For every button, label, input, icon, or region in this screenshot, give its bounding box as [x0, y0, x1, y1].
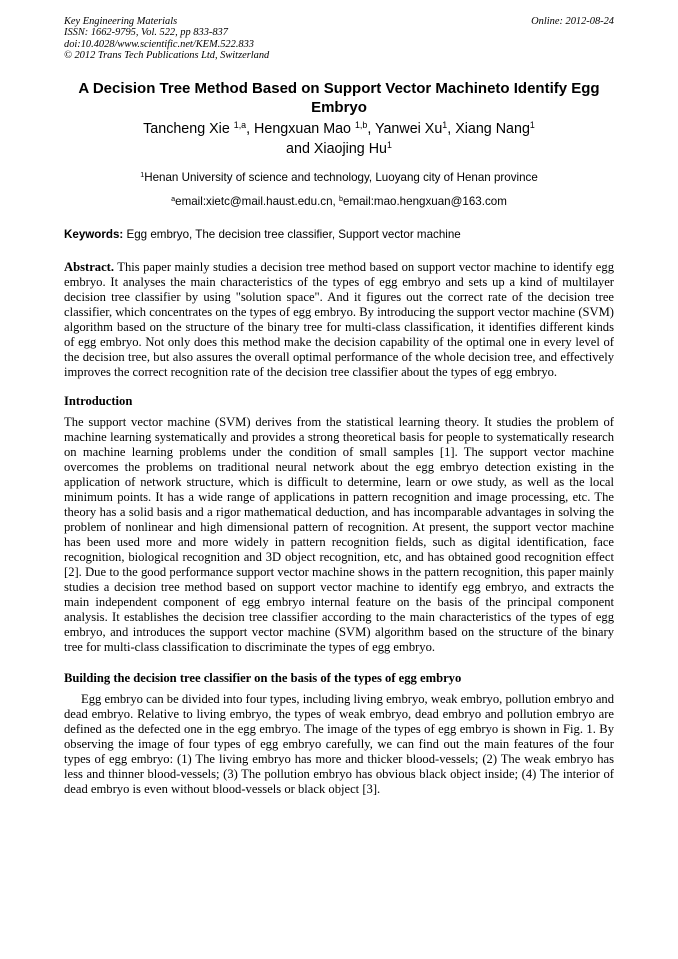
author-affiliation-mark: 1 — [529, 119, 535, 130]
author-name: Xiang Nang — [455, 120, 530, 137]
author-name: Hengxuan Mao — [254, 120, 355, 137]
journal-name: Key Engineering Materials — [64, 16, 178, 27]
doi-line: doi:10.4028/www.scientific.net/KEM.522.833 — [64, 38, 254, 50]
paper-page — [64, 16, 614, 797]
author-affiliation-mark: 1,b — [354, 119, 368, 130]
copyright-line: © 2012 Trans Tech Publications Ltd, Switzerland — [64, 50, 270, 62]
keywords — [64, 228, 614, 242]
author-separator: , — [367, 120, 375, 137]
introduction-paragraph: The support vector machine (SVM) derives from the statistical learning theory. It studies the problem of machine learning systematically and provides a strong theoretical basis for people to systematically research on machine learning problems under the condition of small samples [1]. The support vector machine overcomes the problems on traditional neural network about the egg embryo detection existing in the application of network structure, which is difficult to determine, learn or owe study, as well as the local minimum points. It has a wide range of applications in pattern recognition and image processing, etc. The theory has a solid basis and a rigor mathematical deduction, and has incomparable advantages in solving the problem of nonlinear and high dimensional pattern of recognition. At present, the support vector machine has been used more and more widely in pattern recognition fields, such as digital identification, face recognition, biological recognition and 3D object recognition, etc, and has obtained good recognition effect [2]. Due to the good performance support vector machine shows in the pattern recognition, this paper mainly studies a decision tree method based on support vector machine to identify egg embryo, and extracts the main independent component of egg embryo internal feature on the basis of the principal component analysis. It establishes the decision tree classifier according to the main characteristics of the types of egg embryo, and introduces the support vector machine (SVM) algorithm based on the structure of the binary tree for multi-class classification to discriminate the types of egg embryo. — [64, 414, 614, 654]
section-heading-building: Building the decision tree classifier on the basis of the types of egg embryo — [64, 670, 462, 685]
affiliation — [64, 171, 614, 186]
keywords-text: Egg embryo, The decision tree classifier, Support vector machine — [123, 227, 461, 241]
issn-line: ISSN: 1662-9795, Vol. 522, pp 833-837 — [64, 27, 228, 39]
affiliation-mark: 1 — [140, 169, 145, 179]
email-address: email:xietc@mail.haust.edu.cn, — [175, 194, 339, 208]
section-heading-introduction: Introduction — [64, 393, 133, 408]
author-affiliation-mark: 1 — [442, 119, 448, 130]
author-affiliation-mark: 1,a — [233, 119, 247, 130]
email-mark: b — [338, 193, 343, 203]
email-address: email:mao.hengxuan@163.com — [342, 194, 507, 208]
author-name: and Xiaojing Hu — [286, 140, 387, 157]
author-name: Tancheng Xie — [143, 120, 234, 137]
journal-header — [64, 16, 614, 62]
online-date: Online: 2012-08-24 — [531, 16, 614, 27]
paper-title: A Decision Tree Method Based on Support Vector Machineto Identify Egg Embryo — [78, 79, 600, 116]
abstract — [64, 260, 614, 380]
email-line — [64, 195, 614, 210]
email-mark: a — [171, 193, 176, 203]
author-name: Yanwei Xu — [375, 120, 443, 137]
abstract-text: This paper mainly studies a decision tree method based on support vector machine to identify egg embryo. It analyses the main characteristics of the types of egg embryo and sets up a kind of multilayer decision tree classifier by using "solution space". And it figures out the correct rate of the decision tree classifier, which concentrates on the types of egg embryo. By introducing the support vector machine (SVM) algorithm based on the structure of the binary tree for multi-class classification, it identifies different kinds of egg embryo. Not only does this method make the decision capability of the optimal one in every level of the decision tree, but also assures the overall optimal performance of the whole decision tree, and effectively improves the correct recognition rate of the decision tree classifier about the types of egg embryo. — [64, 259, 614, 379]
author-affiliation-mark: 1 — [387, 139, 392, 150]
keywords-label: Keywords: — [64, 227, 124, 241]
author-separator: , — [246, 120, 255, 137]
author-separator: , — [447, 120, 456, 137]
affiliation-text: Henan University of science and technology, Luoyang city of Henan province — [144, 170, 538, 184]
abstract-label: Abstract. — [64, 259, 115, 274]
author-list — [64, 120, 614, 160]
building-paragraph: Egg embryo can be divided into four types, including living embryo, weak embryo, pollution embryo and dead embryo. Relative to living embryo, the types of weak embryo, dead embryo and pollution embryo are defined as the defected one in the egg embryo. The image of the types of egg embryo is shown in Fig. 1. By observing the image of four types of egg embryo carefully, we can find out the main features of the four types of egg embryo: (1) The living embryo has more and thicker blood-vessels; (2) The weak embryo has less and thinner blood-vessels; (3) The pollution embryo has obvious black object inside; (4) The interior of dead embryo is even without blood-vessels or black object [3]. — [64, 691, 614, 796]
